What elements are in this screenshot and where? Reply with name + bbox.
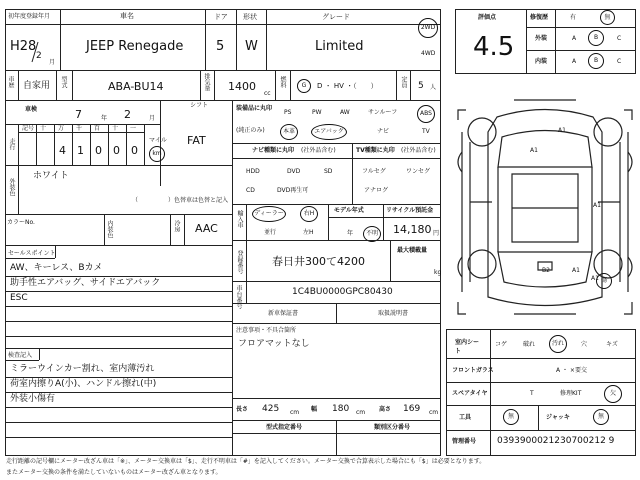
divider (232, 240, 441, 241)
tv-fullseg: フルセグ (362, 168, 386, 175)
divider (214, 70, 215, 100)
divider (56, 70, 57, 100)
sales-points-label: セールスポイント (8, 250, 56, 257)
seat-opt-hole: 穴 (581, 341, 588, 348)
mileage-digit: 4 (59, 144, 66, 157)
color-note: （ ）色替車は色替と記入 (132, 197, 229, 204)
first-reg-era: H28 (10, 39, 37, 54)
divider (126, 124, 127, 165)
first-reg-label: 初年度登録年月 (8, 13, 51, 20)
interior-c: C (617, 58, 622, 65)
divider (336, 303, 337, 323)
navi-dvd: DVD (287, 168, 301, 175)
chassis-value: 1C4BU0000GPC80430 (292, 287, 393, 297)
height-unit: cm (429, 409, 439, 416)
diagram-mark-5: A1 (572, 267, 580, 274)
divider (104, 214, 105, 245)
drive-other: 4WD (421, 50, 436, 57)
mileage-digit: 0 (95, 144, 102, 157)
divider (526, 9, 527, 74)
inspector-note-line-1: ミラーウインカー割れ、室内薄汚れ (10, 364, 155, 374)
sales-point-line-1: AW、キーレス、Bカメ (10, 263, 103, 273)
shift-label: シフト (190, 102, 209, 109)
management-label: 管理番号 (452, 438, 477, 445)
repair-label: 修復歴 (530, 14, 549, 21)
notes-value: フロアマットなし (238, 339, 310, 349)
diagram-mark-1: A1 (558, 127, 566, 134)
divider (232, 100, 233, 456)
divider (236, 9, 237, 70)
divider (5, 165, 232, 166)
sales-point-line-3: ESC (10, 293, 28, 303)
registration-value: 春日井300て4200 (272, 255, 365, 268)
divider (526, 50, 636, 51)
model-year-label: モデル年式 (334, 207, 364, 214)
inspection-month: 2 (124, 108, 131, 121)
equipment-label: 装備品に丸印 (236, 105, 273, 112)
navi-sd: SD (324, 168, 333, 175)
repair-yes: 有 (570, 14, 577, 21)
car-name: JEEP Renegade (86, 39, 184, 54)
ruled-line (5, 407, 232, 408)
manual: 取扱説明書 (378, 310, 409, 317)
grade: Limited (315, 39, 364, 54)
sales-point-line-2: 助手性エアバッグ、サイドエアバック (10, 278, 161, 288)
divider (446, 382, 636, 383)
ruled-line (5, 306, 232, 307)
inspection-year: 7 (75, 108, 82, 121)
recycle-value: 14,180 (393, 223, 432, 236)
tv-label: TV種類に丸印 (356, 147, 395, 154)
divider (144, 124, 145, 165)
equip-leather: 本革 (280, 124, 298, 140)
divider (246, 204, 247, 240)
inspector-notes-label: 検査記入 (8, 352, 33, 359)
footer-line-2: またメーター交換の条件を満たしていないものはメーター改ざん車となります。 (6, 469, 222, 476)
divider (5, 24, 441, 25)
spare-tire-kit: 修理KIT (560, 390, 582, 397)
divider (72, 70, 73, 100)
mileage-digit-header: 記号 (22, 125, 35, 132)
grade-label: グレード (322, 13, 350, 21)
mileage-digit-header: 百 (94, 125, 101, 132)
model-label: 型式 (60, 76, 67, 88)
diagram-mark-3: A1 (593, 202, 601, 209)
load-label: 最大積載量 (397, 247, 428, 254)
ruled-line (5, 422, 232, 423)
import-left-handle: 左H (303, 229, 314, 236)
diagram-mark-2: A1 (530, 147, 538, 154)
divider (266, 9, 267, 70)
divider (205, 9, 206, 70)
ruled-line (5, 437, 232, 438)
divider (5, 360, 39, 361)
mileage-digit-header: 万 (58, 125, 65, 132)
ruled-line (5, 392, 232, 393)
exterior-c: C (617, 35, 622, 42)
exterior-b-circled: B (588, 30, 604, 46)
mileage-digit-header: 十 (112, 125, 119, 132)
ruled-line (5, 291, 232, 292)
interior-label: 内装色 (106, 220, 113, 238)
notes-label: 注意事項・不具合箇所 (236, 327, 297, 334)
fuel-options: D ・ HV ・（ ） (317, 82, 378, 90)
width-value: 180 (332, 404, 350, 414)
import-right-handle: 右H (300, 206, 318, 222)
divider (60, 9, 61, 70)
equip-tv: TV (422, 128, 430, 135)
divider (526, 27, 636, 28)
inspector-note-line-2: 荷室内擦りA(小)、ハンドル擦れ(中) (10, 379, 157, 389)
divider (275, 70, 276, 100)
inspector-note-line-3: 外装小傷有 (10, 394, 56, 404)
car-name-label: 車名 (120, 12, 134, 20)
recycle-unit: 円 (433, 230, 440, 237)
divider (72, 124, 73, 165)
equip-aw: AW (340, 109, 350, 116)
diagram-mark-4: B2 (542, 267, 550, 274)
interior-b-circled: B (588, 53, 604, 69)
doors-label: ドア (214, 13, 228, 21)
divider (290, 70, 291, 100)
import-dealer: ディーラー (252, 206, 286, 222)
displacement: 1400 (228, 80, 256, 93)
tools-none-circled: 無 (503, 409, 519, 425)
divider (39, 348, 40, 360)
divider (170, 214, 171, 245)
divider (232, 433, 441, 434)
fuel-circled: G (297, 79, 311, 93)
navi-dvd-play: DVD再生可 (277, 187, 309, 194)
mileage-digit: 0 (131, 144, 138, 157)
mileage-label: 走行 (8, 138, 15, 150)
drive-circle: 2WD (418, 18, 438, 38)
mileage-digit: 0 (113, 144, 120, 157)
divider (55, 245, 56, 258)
equip-airbag: エアバック (311, 124, 347, 140)
shape-label: 形状 (243, 13, 257, 21)
model-number-label: 型式指定番号 (266, 424, 303, 431)
jack-none-circled: 無 (593, 409, 609, 425)
divider (232, 281, 441, 282)
divider (90, 124, 91, 165)
divider (446, 430, 636, 431)
equip-sunroof: サンルーフ (368, 109, 398, 116)
ruled-line (5, 336, 232, 337)
divider (5, 100, 441, 101)
interior-label: 内装 (535, 58, 548, 65)
capacity-unit: 人 (430, 84, 437, 91)
ruled-line (5, 321, 232, 322)
tools-label: 工具 (459, 414, 472, 421)
divider (184, 214, 185, 245)
seat-opt-stain-circled: 汚れ (549, 335, 567, 353)
divider (246, 240, 247, 281)
height-value: 169 (403, 404, 421, 414)
rating-label: 評価点 (478, 14, 497, 21)
divider (54, 124, 55, 165)
tv-oneseg: ワンセグ (406, 168, 431, 175)
recycle-label: リサイクル預託金 (386, 207, 434, 214)
divider (538, 405, 539, 430)
divider (5, 258, 55, 259)
divider (446, 358, 636, 359)
mileage-unit-label: マイル (149, 137, 167, 144)
equip-pw: PW (312, 109, 322, 116)
divider (490, 329, 491, 456)
management-value: 0393900021230700212 9 (497, 436, 615, 446)
navi-cd: CD (246, 187, 255, 194)
ac-label: 冷房 (173, 220, 180, 232)
registration-label: 登録番号 (236, 250, 243, 274)
displacement-unit: cc (264, 90, 271, 97)
divider (555, 9, 556, 74)
divider (18, 165, 19, 214)
divider (383, 204, 384, 240)
length-unit: cm (290, 409, 300, 416)
load-unit: kg (434, 269, 442, 276)
divider (336, 420, 337, 456)
color-value: ホワイト (33, 171, 69, 181)
divider (396, 70, 397, 100)
length-value: 425 (262, 404, 280, 414)
width-unit: cm (356, 409, 366, 416)
fuel-label: 燃料 (279, 76, 286, 88)
mileage-digit-header: 一 (130, 125, 137, 132)
ruled-line (5, 276, 232, 277)
seat-opt-tear: 破れ (523, 341, 536, 348)
interior-a: A (572, 58, 577, 65)
divider (5, 245, 232, 246)
diagram-mark-6: A1 (591, 275, 599, 282)
ac-value: AAC (195, 222, 218, 235)
divider (232, 158, 441, 159)
divider (5, 70, 441, 71)
navi-label: ナビ種類に丸印 (252, 147, 295, 154)
mileage-digit-header: 十 (40, 125, 47, 132)
divider (246, 281, 247, 303)
divider (200, 70, 201, 100)
mileage-digit-header: 千 (76, 125, 83, 132)
seat-opt-burn: コゲ (495, 341, 508, 348)
capacity-label: 定員 (400, 76, 407, 88)
divider (232, 204, 441, 205)
height-label: 高さ (379, 406, 392, 413)
mileage-unit-circled: km (149, 146, 165, 162)
shape: W (245, 39, 258, 54)
doors: 5 (216, 39, 225, 54)
divider (232, 143, 441, 144)
import-parallel: 並行 (264, 229, 277, 236)
usage-label: 車歴 (7, 76, 14, 88)
equip-abs: ABS (417, 105, 435, 123)
rating-value: 4.5 (473, 32, 515, 62)
width-label: 幅 (311, 406, 318, 413)
divider (352, 143, 353, 204)
slash-divider (30, 40, 40, 64)
model-year-unknown: 不明 (363, 226, 381, 242)
equip-ps: PS (284, 109, 292, 116)
class-label: 類別区分番号 (374, 424, 411, 431)
color-label: 外装色 (8, 178, 15, 196)
divider (108, 124, 109, 165)
import-label: 輸入車 (236, 210, 243, 228)
diagram-mark-damage: 傷 (596, 273, 612, 289)
capacity: 5 (418, 81, 424, 91)
ruled-line (5, 377, 232, 378)
chassis-label: 車台番号 (235, 285, 242, 309)
first-reg-month-unit: 月 (49, 59, 56, 66)
windshield-options: A ・ ×要交 (556, 367, 587, 374)
length-label: 長さ (236, 406, 249, 413)
tv-note: (社外品含む) (401, 147, 436, 154)
repair-no-circled: 無 (600, 10, 615, 25)
divider (18, 124, 19, 165)
model: ABA-BU14 (108, 80, 164, 93)
inspection-month-unit: 月 (149, 115, 156, 122)
new-warranty: 新車保証書 (268, 310, 299, 317)
footer-line-1: 走行距離の記号欄にメーター改ざん車は「※」、メーター交換車は「$」、走行不明車は「#」を記入してください。メーター交換で合算表示した場合にも「$」は必要となります。 (6, 458, 486, 465)
divider (390, 240, 391, 281)
tv-analog: アナログ (364, 187, 389, 194)
divider (328, 217, 441, 218)
displacement-label: 排気量 (203, 73, 210, 91)
divider (232, 398, 441, 399)
model-year-unit: 年 (347, 230, 354, 237)
divider (232, 323, 441, 324)
first-reg-month: 2 (36, 51, 42, 61)
spare-tire-missing-circled: 欠 (604, 385, 622, 403)
divider (328, 204, 329, 240)
divider (5, 214, 232, 215)
inspection-label: 車検 (25, 106, 38, 113)
equipment-sub-label: (純正のみ) (236, 127, 265, 134)
color-no-label: カラーNo. (7, 219, 35, 226)
equip-navi: ナビ (377, 128, 390, 135)
mileage-digit: 1 (77, 144, 84, 157)
exterior-a: A (572, 35, 577, 42)
divider (36, 124, 37, 165)
usage: 自家用 (23, 81, 51, 91)
car-condition-diagram (452, 92, 638, 322)
navi-hdd: HDD (246, 168, 260, 175)
seat-opt-scratch: キズ (606, 341, 618, 348)
navi-note: (社外品含む) (301, 147, 336, 154)
exterior-label: 外装 (535, 35, 548, 42)
inspection-year-unit: 年 (101, 115, 108, 122)
divider (446, 405, 636, 406)
windshield-label: フロントガラス (452, 367, 494, 374)
spare-tire-label: スペアタイヤ (452, 390, 488, 397)
seat-label: 室内シート (455, 339, 480, 355)
spare-tire-t: T (530, 390, 534, 397)
jack-label: ジャッキ (546, 414, 570, 421)
divider (18, 70, 19, 100)
divider (410, 70, 411, 100)
shift-value: FAT (187, 134, 206, 147)
